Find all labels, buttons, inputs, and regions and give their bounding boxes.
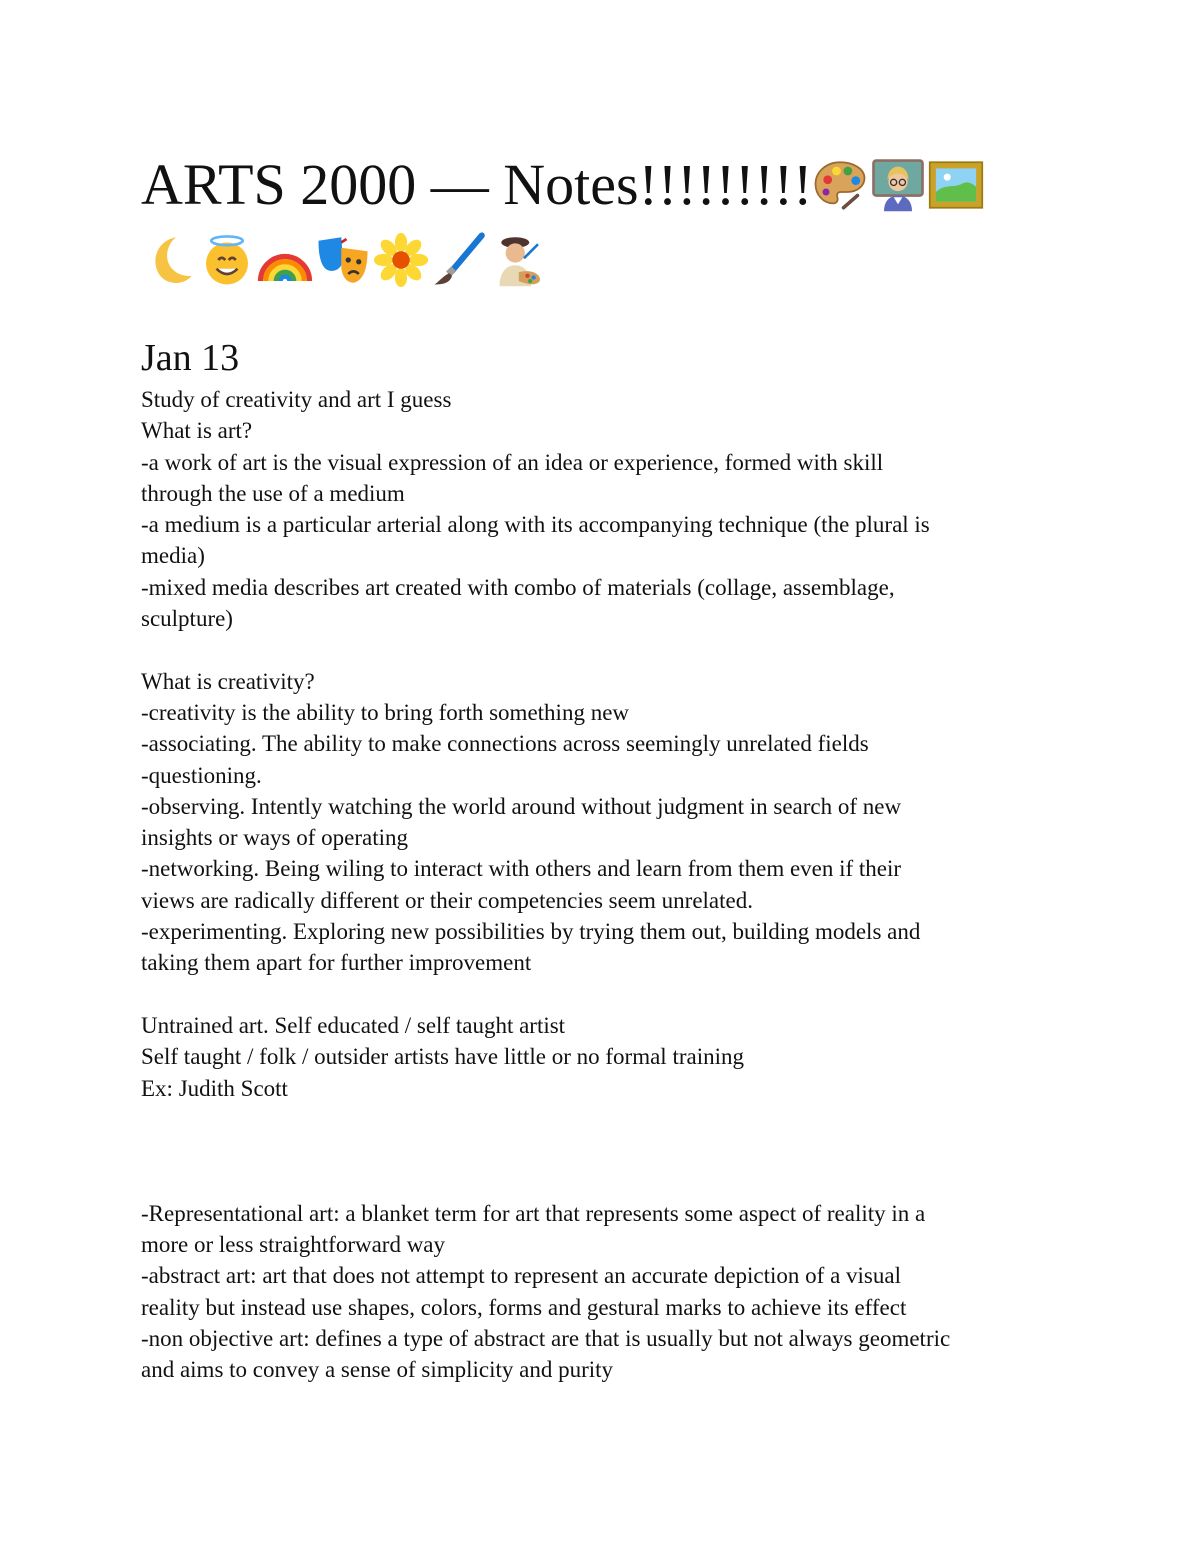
framed-picture-icon [928, 157, 984, 213]
note-line: -observing. Intently watching the world around without judgment in search of new [141, 793, 902, 819]
note-line: -Representational art: a blanket term for art that represents some aspect of reality in a [141, 1200, 926, 1226]
note-line: -networking. Being wiling to interact with others and learn from them even if their [141, 856, 902, 882]
emoji-row [141, 228, 547, 292]
theater-masks-icon [315, 232, 371, 288]
note-line: more or less straightforward way [141, 1232, 446, 1258]
paragraph-gap [141, 979, 1061, 1010]
note-line: insights or ways of operating [141, 825, 409, 851]
notes-body [141, 384, 1061, 1386]
note-line: and aims to convey a sense of simplicity and purity [141, 1357, 614, 1383]
note-line: reality but instead use shapes, colors, forms and gestural marks to achieve its effect [141, 1294, 907, 1320]
note-line: -mixed media describes art created with combo of materials (collage, assemblage, [141, 574, 895, 600]
note-line: Self taught / folk / outsider artists have little or no formal training [141, 1044, 744, 1070]
note-line: -non objective art: defines a type of abstract are that is usually but not always geometric [141, 1325, 951, 1351]
note-line: sculpture) [141, 606, 233, 632]
note-line: -a work of art is the visual expression of an idea or experience, formed with skill [141, 449, 884, 475]
note-line: What is art? [141, 418, 253, 444]
note-line: views are radically different or their competencies seem unrelated. [141, 887, 753, 913]
paintbrush-icon [431, 232, 487, 288]
note-line: through the use of a medium [141, 480, 405, 506]
note-line: -experimenting. Exploring new possibilities by trying them out, building models and [141, 919, 921, 945]
note-line: -questioning. [141, 762, 262, 788]
note-line: Study of creativity and art I guess [141, 387, 452, 412]
note-line: media) [141, 543, 205, 569]
rainbow-icon [257, 232, 313, 288]
note-line: -creativity is the ability to bring forth something new [141, 699, 630, 725]
halo-smile-icon [199, 232, 255, 288]
blossom-icon [373, 232, 429, 288]
artist-icon [489, 232, 545, 288]
note-line: Ex: Judith Scott [141, 1075, 288, 1101]
teacher-icon [870, 157, 926, 213]
note-line: Untrained art. Self educated / self taught artist [141, 1012, 566, 1038]
note-line: -a medium is a particular arterial along with its accompanying technique (the plural is [141, 512, 930, 538]
note-line: What is creativity? [141, 668, 315, 694]
page-title: ARTS 2000 — Notes!!!!!!!!! [141, 152, 813, 217]
palette-icon [812, 157, 868, 213]
paragraph-gap [141, 1104, 1061, 1167]
section-heading: Jan 13 [141, 337, 240, 379]
crescent-moon-icon [141, 232, 197, 288]
note-line: -abstract art: art that does not attempt to represent an accurate depiction of a visual [141, 1263, 901, 1289]
title-row [141, 150, 986, 220]
paragraph-gap [141, 634, 1061, 665]
note-line: taking them apart for further improvement [141, 950, 532, 976]
paragraph-gap [141, 1166, 1061, 1197]
note-line: -associating. The ability to make connections across seemingly unrelated fields [141, 731, 869, 757]
